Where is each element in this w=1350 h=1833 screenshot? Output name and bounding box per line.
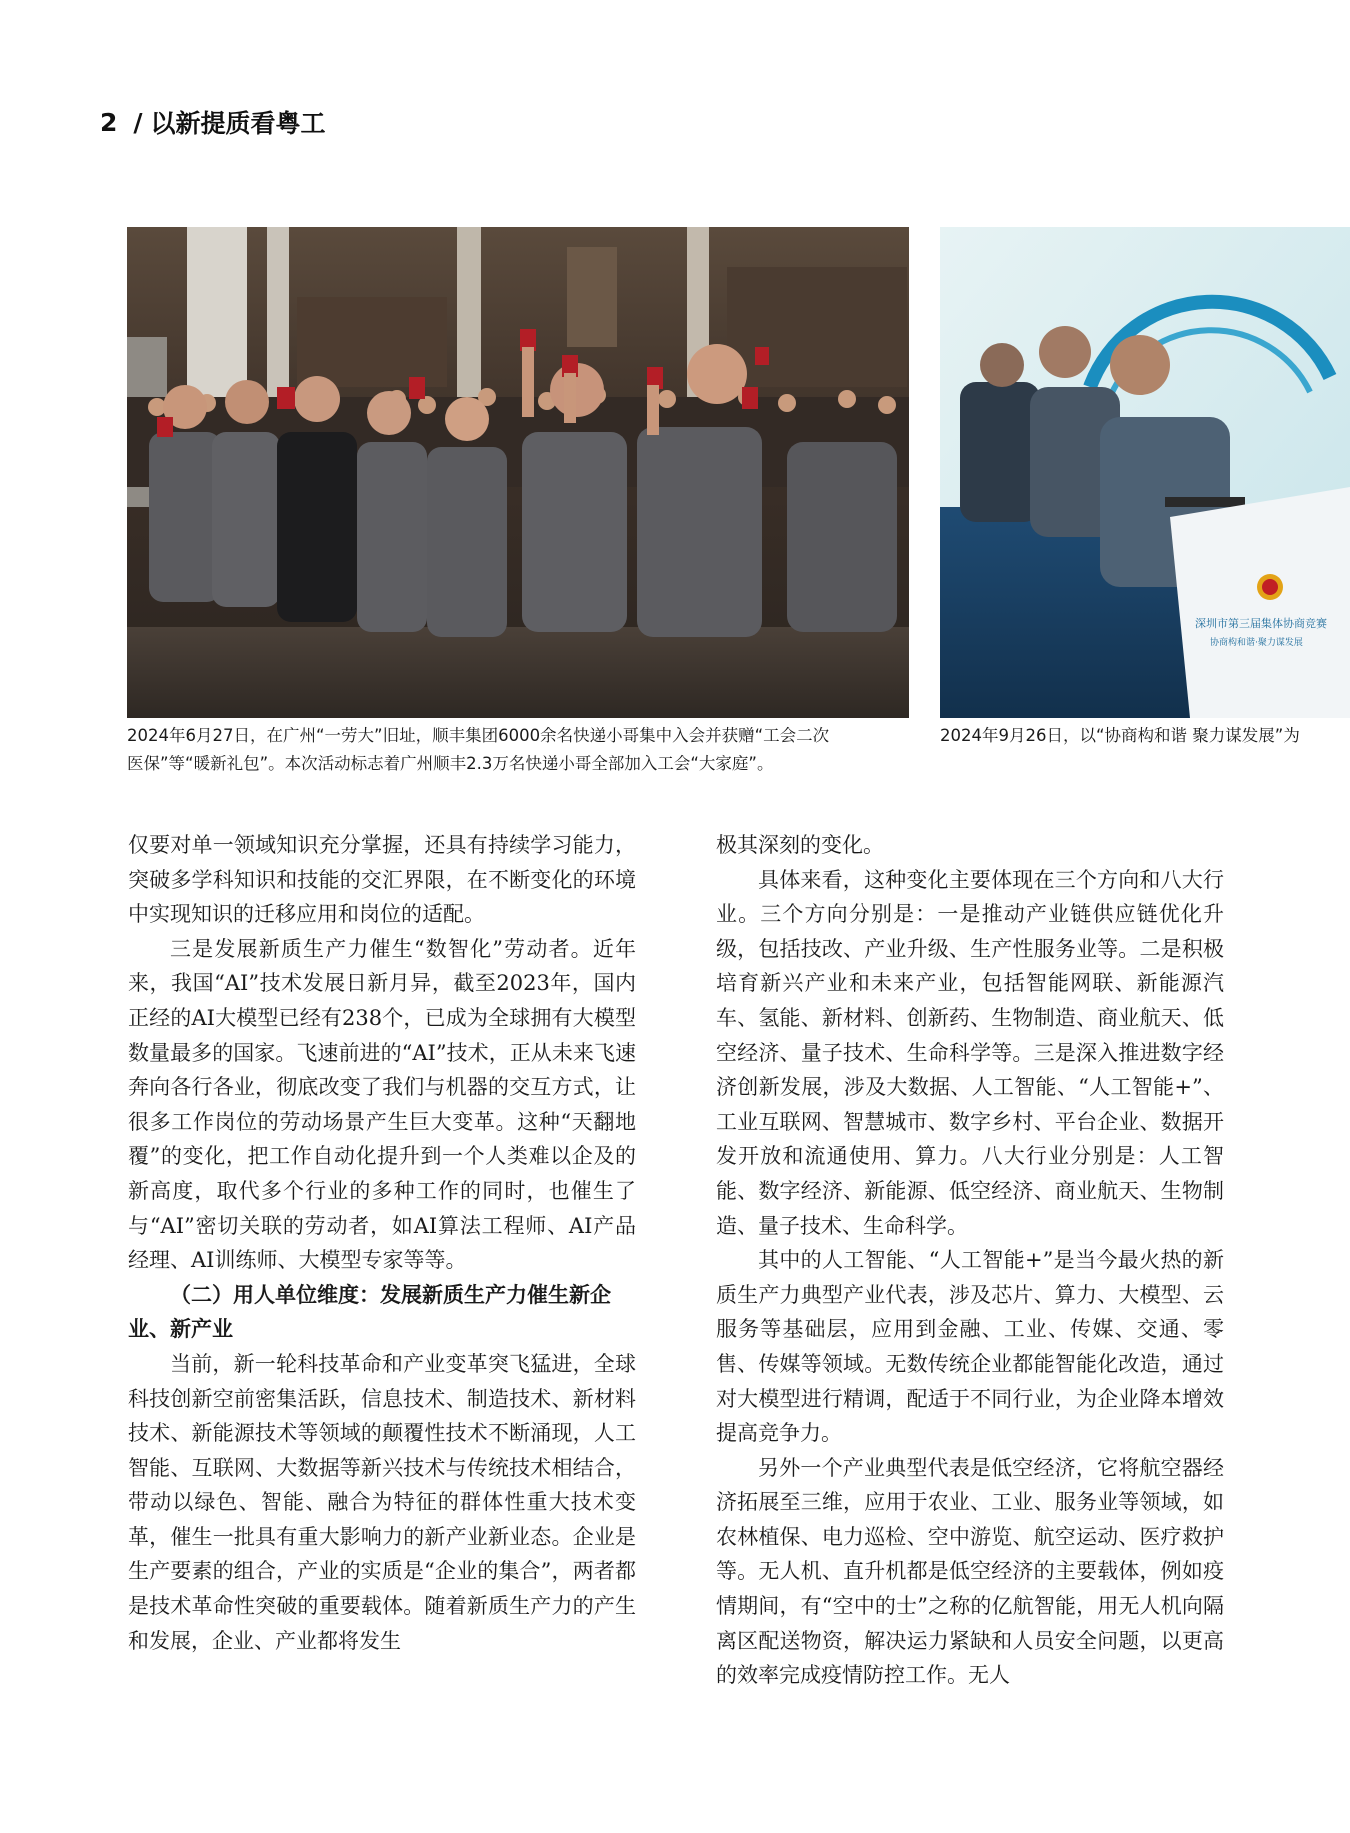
paragraph: 仅要对单一领域知识充分掌握，还具有持续学习能力，突破多学科知识和技能的交汇界限，在不断变化的环境中实现知识的迁移应用和岗位的适配。 [128,833,636,927]
section-heading: （二）用人单位维度：发展新质生产力催生新企业、新产业 [128,1282,611,1342]
desk-banner-title: 深圳市第三届集体协商竞赛 [1195,617,1327,630]
paragraph: 具体来看，这种变化主要体现在三个方向和八大行业。三个方向分别是：一是推动产业链供应链优化升级，包括技改、产业升级、生产性服务业等。二是积极培育新兴产业和未来产业，包括智能网联、新能源汽车、氢能、新材料、创新药、生物制造、商业航天、低空经济、量子技术、生命科学等。三是深入推进数字经济创新发展，涉及大数据、人工智能、“人工智能+”、工业互联网、智慧城市、数字乡村、平台企业、数据开发开放和流通使用、算力。八大行业分别是：人工智能、数字经济、新能源、低空经济、商业航天、生物制造、量子技术、生命科学。 [716,867,1224,1238]
photo-negotiation-competition-image [940,227,1350,718]
photo-negotiation-competition [940,227,1350,718]
article-column-left [128,828,636,1658]
section-title: 以新提质看粤工 [150,109,326,138]
paragraph: 其中的人工智能、“人工智能+”是当今最火热的新质生产力典型产业代表，涉及芯片、算力、大模型、云服务等基础层，应用到金融、工业、传媒、交通、零售、传媒等领域。无数传统企业都能智能化改造，通过对大模型进行精调，配适于不同行业，为企业降本增效提高竞争力。 [716,1248,1224,1446]
header-separator: / [133,107,143,137]
photo-courier-oath [127,227,909,718]
page-number: 2 [100,107,118,137]
photo-caption-left [127,722,917,778]
caption-line: 2024年6月27日，在广州“一劳大”旧址，顺丰集团6000余名快递小哥集中入会并获赠“工会二次 [127,726,830,745]
paragraph: 三是发展新质生产力催生“数智化”劳动者。近年来，我国“AI”技术发展日新月异，截至2023年，国内正经的AI大模型已经有238个，已成为全球拥有大模型数量最多的国家。飞速前进的“AI”技术，正从未来飞速奔向各行各业，彻底改变了我们与机器的交互方式，让很多工作岗位的劳动场景产生巨大变革。这种“天翻地覆”的变化，把工作自动化提升到一个人类难以企及的新高度，取代多个行业的多种工作的同时，也催生了与“AI”密切关联的劳动者，如AI算法工程师、AI产品经理、AI训练师、大模型专家等等。 [128,936,636,1273]
caption-line: 2024年9月26日，以“协商构和谐 聚力谋发展”为 [940,726,1300,745]
photo-caption-right [940,722,1350,750]
paragraph: 另外一个产业典型代表是低空经济，它将航空器经济拓展至三维，应用于农业、工业、服务业等领域，如农林植保、电力巡检、空中游览、航空运动、医疗救护等。无人机、直升机都是低空经济的主要载体，例如疫情期间，有“空中的士”之称的亿航智能，用无人机向隔离区配送物资，解决运力紧缺和人员安全问题，以更高的效率完成疫情防控工作。无人 [716,1455,1224,1688]
desk-banner-subtitle: 协商构和谐·聚力谋发展 [1210,638,1303,648]
page-header [100,104,326,140]
paragraph: 极其深刻的变化。 [716,833,884,857]
paragraph: 当前，新一轮科技革命和产业变革突飞猛进，全球科技创新空前密集活跃，信息技术、制造技术、新材料技术、新能源技术等领域的颠覆性技术不断涌现，人工智能、互联网、大数据等新兴技术与传统技术相结合，带动以绿色、智能、融合为特征的群体性重大技术变革，催生一批具有重大影响力的新产业新业态。企业是生产要素的组合，产业的实质是“企业的集合”，两者都是技术革命性突破的重要载体。随着新质生产力的产生和发展，企业、产业都将发生 [128,1351,636,1653]
caption-line: 医保”等“暖新礼包”。本次活动标志着广州顺丰2.3万名快递小哥全部加入工会“大家庭”。 [127,754,774,773]
photo-courier-oath-image [127,227,909,718]
article-column-right [716,828,1224,1693]
